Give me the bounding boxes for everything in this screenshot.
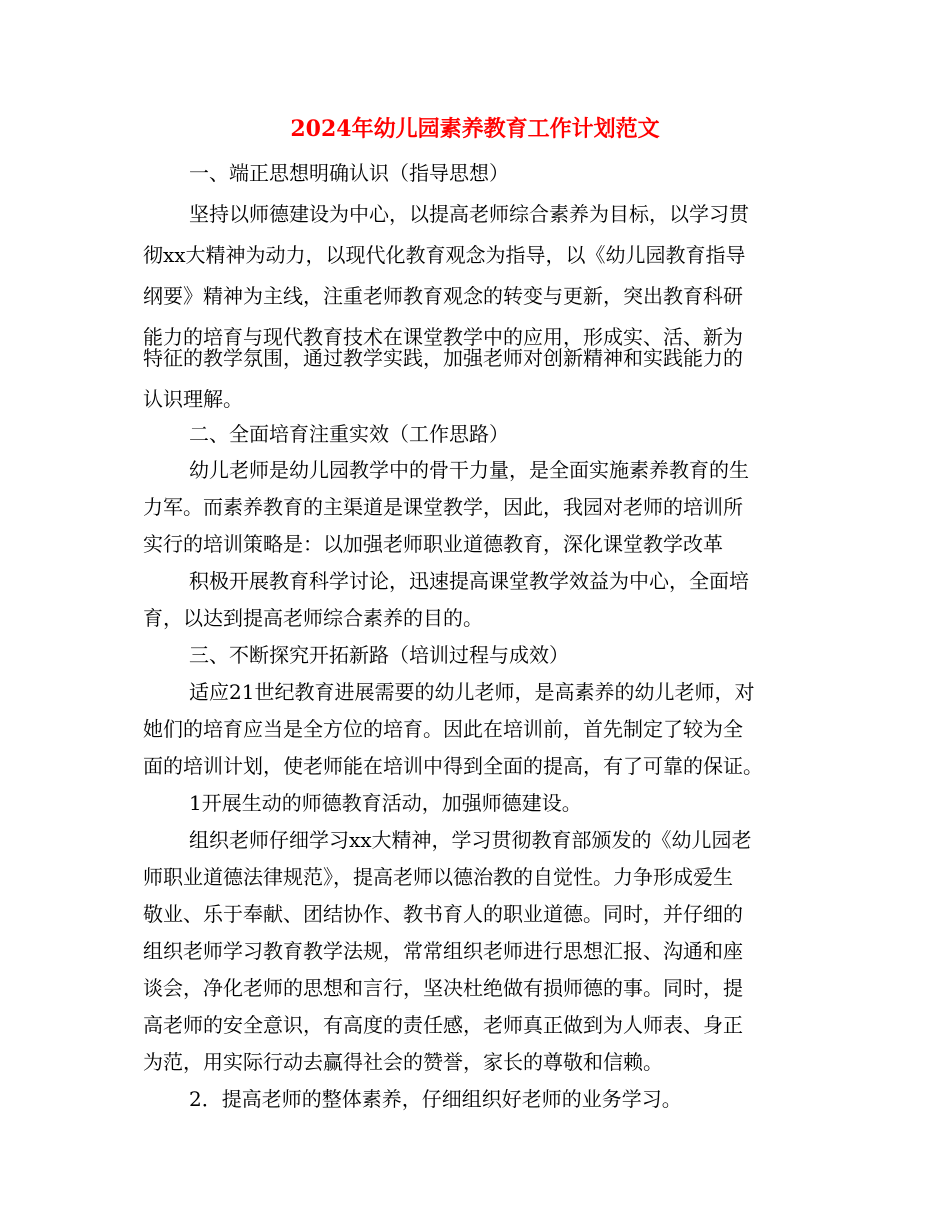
paragraph-line: 面的培训计划，使老师能在培训中得到全面的提高，有了可靠的保证。 [143,754,763,778]
paragraph-line: 组织老师仔细学习xx大精神，学习贯彻教育部颁发的《幼儿园老 [189,828,752,852]
paragraph-line: 认识理解。 [143,387,243,411]
paragraph-line: 实行的培训策略是：以加强老师职业道德教育，深化课堂教学改革 [143,532,723,556]
subheading-item-1: 1开展生动的师德教育活动，加强师德建设。 [189,791,582,815]
paragraph-line: 力军。而素养教育的主渠道是课堂教学，因此，我园对老师的培训所 [143,495,743,519]
heading-section-2: 二、全面培育注重实效（工作思路） [189,422,509,446]
paragraph-line: 谈会，净化老师的思想和言行，坚决杜绝做有损师德的事。同时，提 [143,976,743,1000]
paragraph-line: 坚持以师德建设为中心，以提高老师综合素养为目标，以学习贯 [189,202,749,226]
paragraph-line: 积极开展教育科学讨论，迅速提高课堂教学效益为中心，全面培 [189,569,749,593]
heading-section-1: 一、端正思想明确认识（指导思想） [189,161,509,185]
paragraph-line: 师职业道德法律规范》，提高老师以德治教的自觉性。力争形成爱生 [143,865,733,889]
paragraph-line: 幼儿老师是幼儿园教学中的骨干力量，是全面实施素养教育的生 [189,458,749,482]
paragraph-line: 她们的培育应当是全方位的培育。因此在培训前，首先制定了较为全 [143,717,743,741]
paragraph-line: 特征的教学氛围，通过教学实践，加强老师对创新精神和实践能力的 [143,346,743,370]
paragraph-line: 敬业、乐于奉献、团结协作、教书育人的职业道德。同时，并仔细的 [143,902,743,926]
paragraph-line: 为范，用实际行动去赢得社会的赞誉，家长的尊敬和信赖。 [143,1050,663,1074]
paragraph-line: 纲要》精神为主线，注重老师教育观念的转变与更新，突出教育科研 [143,284,743,308]
paragraph-line: 适应21世纪教育进展需要的幼儿老师，是高素养的幼儿老师，对 [189,680,755,704]
paragraph-line: 组织老师学习教育教学法规，常常组织老师进行思想汇报、沟通和座 [143,939,743,963]
paragraph-line: 育，以达到提高老师综合素养的目的。 [143,606,483,630]
heading-section-3: 三、不断探究开拓新路（培训过程与成效） [189,643,569,667]
paragraph-line: 彻xx大精神为动力，以现代化教育观念为指导，以《幼儿园教育指导 [143,243,746,267]
document-title: 2024年幼儿园素养教育工作计划范文 [290,116,660,142]
paragraph-line: 高老师的安全意识，有高度的责任感，老师真正做到为人师表、身正 [143,1013,743,1037]
subheading-item-2: 2．提高老师的整体素养，仔细组织好老师的业务学习。 [189,1087,682,1111]
paragraph-line: 能力的培育与现代教育技术在课堂教学中的应用，形成实、活、新为 [143,325,743,349]
